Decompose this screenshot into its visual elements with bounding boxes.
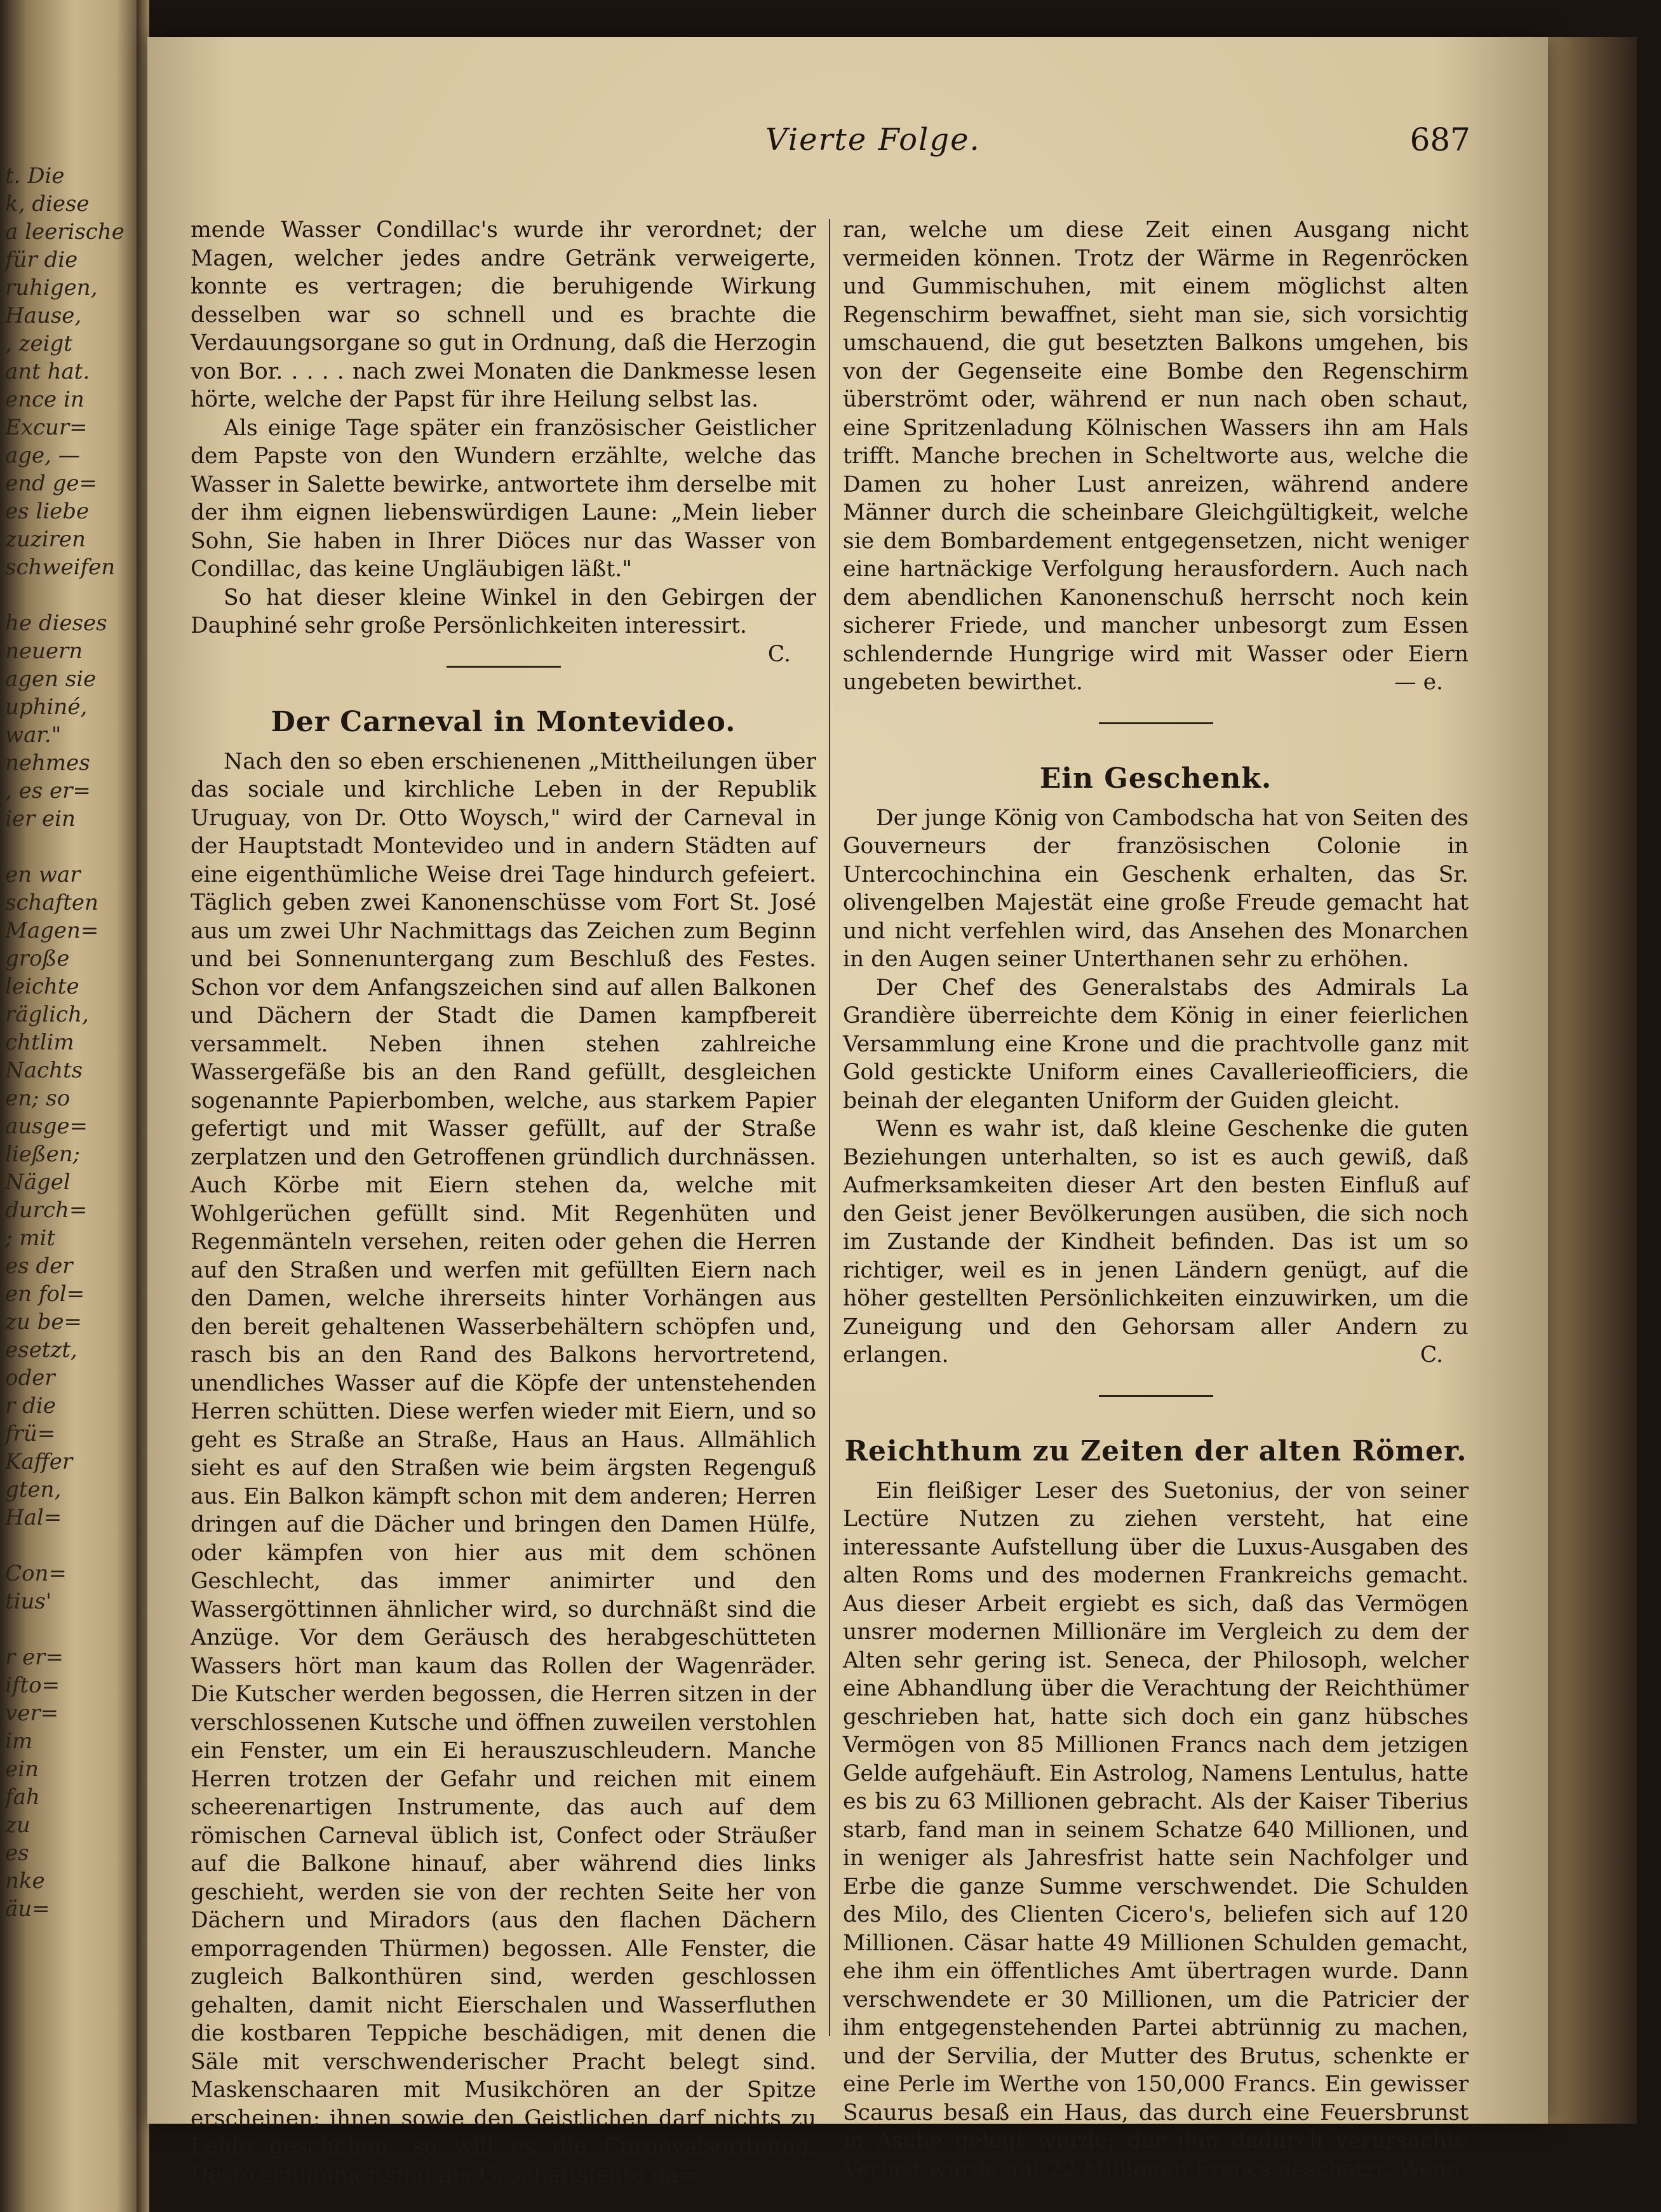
left-page-fragment: age, — <box>5 443 80 468</box>
left-page-fragment: a leerische <box>5 219 124 245</box>
left-page-fragment: en; so <box>5 1086 71 1111</box>
left-page-fragment: schweifen <box>5 555 116 580</box>
paragraph-text: ran, welche um diese Zeit einen Ausgang nicht vermeiden können. Trotz der Wärme in Regenröcken und Gummischuhen, mit einem möglichst alten Regenschirm bewaffnet, sieht man sie, sich vorsichtig umschauend, die gut besetzten Balkons umgehen, bis von der Gegenseite eine Bombe den Regenschirm überströmt oder, während er nun nach oben schaut, eine Spritzenladung Kölnischen Wassers ihn am Hals trifft. Manche brechen in Scheltworte aus, welche die Damen zu hoher Lust anreizen, während andere Männer durch die scheinbare Gleichgültigkeit, welche sie dem Bombardement entgegensetzen, nicht weniger eine hartnäckige Verfolgung herausfordern. Auch nach dem abendlichen Kanonenschuß herrscht noch kein sicherer Friede, und mancher unbesorgt zum Essen schlendernde Hungrige wird mit Wasser oder Eiern ungebeten bewirthet. <box>843 217 1469 695</box>
running-head: Vierte Folge. <box>765 122 981 158</box>
left-page-fragment: nke <box>5 1868 45 1894</box>
left-page-fragment: ließen; <box>5 1142 81 1167</box>
left-page-fragment: frü= <box>5 1421 56 1447</box>
left-page-fragment: Con= <box>5 1561 67 1586</box>
left-page-fragment: en war <box>5 862 81 887</box>
left-page-fragment: ence in <box>5 387 84 412</box>
paragraph: Als einige Tage später ein französischer Geistlicher dem Papste von den Wundern erzählte, welche das Wasser in Salette bewirke, antwortete ihm derselbe mit der ihm eignen liebenswürdigen Laune: „Mein lieber Sohn, Sie haben in Ihrer Diöces nur das Wasser von Condillac, das keine Ungläubigen läßt." <box>191 415 816 582</box>
left-page-fragment: Magen= <box>5 918 99 943</box>
left-page-fragment: nehmes <box>5 750 90 776</box>
page-header <box>765 118 1470 162</box>
left-page-fragment: zu be= <box>5 1309 82 1335</box>
left-page-fragment: fah <box>5 1784 40 1810</box>
article-heading: Reichthum zu Zeiten der alten Römer. <box>844 1434 1467 1467</box>
left-page-fragment: agen sie <box>5 666 97 692</box>
left-page-fragment: Excur= <box>5 415 88 440</box>
left-page-fragment: he dieses <box>5 610 107 636</box>
left-page-fragment: ein <box>5 1757 39 1782</box>
paragraph: mende Wasser Condillac's wurde ihr verordnet; der Magen, welcher jedes andre Getränk verweigerte, konnte es vertragen; die beruhigende Wirkung desselben war so schnell und es brachte die Verdauungsorgane so gut in Ordnung, daß die Herzogin von Bor. . . . . nach zwei Monaten die Dankmesse lesen hörte, welche der Papst für ihre Heilung selbst las. <box>191 217 816 412</box>
left-page-fragment: es der <box>5 1253 73 1279</box>
paragraph: Der junge König von Cambodscha hat von Seiten des Gouverneurs der französischen Colonie in Untercochinchina ein Geschenk erhalten, das Sr. olivengelben Majestät eine große Freude gemacht hat und nicht verfehlen wird, das Ansehen des Monarchen in den Augen seiner Unterthanen sehr zu erhöhen. <box>843 805 1469 972</box>
left-page-fragment: durch= <box>5 1197 88 1223</box>
left-page-fragment: end ge= <box>5 471 97 496</box>
left-page-edge <box>0 0 137 2212</box>
left-page-fragment: gten, <box>5 1477 62 1502</box>
left-page-fragment <box>5 1532 132 1560</box>
left-page-fragment: Kaffer <box>5 1449 73 1474</box>
left-page-fragment: Hause, <box>5 303 82 328</box>
left-page-fragment: oder <box>5 1365 55 1391</box>
left-page-fragment: zuziren <box>5 527 86 552</box>
left-page-fragment: uphiné, <box>5 694 88 720</box>
paragraph: Der Chef des Generalstabs des Admirals La Grandière überreichte dem König in einer feierlichen Versammlung eine Krone und die prachtvolle ganz mit Gold gestickte Uniform eines Cavallerieofficiers, die beinah der eleganten Uniform der Guiden gleicht. <box>843 974 1469 1114</box>
left-page-fragment: ausge= <box>5 1114 88 1139</box>
left-page-fragment: Nachts <box>5 1058 83 1083</box>
left-page-fragment: , zeigt <box>5 331 72 356</box>
left-page-fragment: leichte <box>5 974 79 999</box>
left-page-fragment: r er= <box>5 1645 64 1670</box>
left-page-fragment: r die <box>5 1393 56 1419</box>
left-page-fragment: ruhigen, <box>5 275 98 300</box>
paragraph-text: Wenn es wahr ist, daß kleine Geschenke die guten Beziehungen unterhalten, so ist es auch gewiß, daß Aufmerksamkeiten dieser Art den besten Einfluß auf den Geist jener Bevölkerungen ausüben, die sich noch im Zustande der Kindheit befinden. Das ist um so richtiger, weil es in jenen Ländern genügt, auf die höher gestellten Persönlichkeiten einzuwirken, um die Zuneigung und den Gehorsam aller Andern zu erlangen. <box>843 1116 1469 1368</box>
left-page-fragment <box>5 1615 132 1643</box>
left-page-fragment: es liebe <box>5 499 90 524</box>
paragraph: Ein fleißiger Leser des Suetonius, der von seiner Lectüre Nutzen zu ziehen versteht, hat eine interessante Aufstellung über die Luxus-Ausgaben des alten Roms und des modernen Frankreichs gemacht. Aus dieser Arbeit ergiebt es sich, daß das Vermögen unsrer modernen Millionäre im Vergleich zu dem der Alten sehr gering ist. Seneca, der Philosoph, welcher eine Abhandlung über die Verachtung der Reichthümer geschrieben hat, hatte sich doch ein ganz hübsches Vermögen von 85 Millionen Francs nach dem jetzigen Gelde aufgehäuft. Ein Astrolog, Namens Lentulus, hatte es bis zu 63 Millionen gebracht. Als der Kaiser Tiberius starb, fand man in seinem Schatze 640 Millionen, und in weniger als Jahresfrist hatte sein Nachfolger und Erbe die ganze Summe verschwendet. Die Schulden des Milo, des Clienten Cicero's, beliefen sich auf 120 Millionen. Cäsar hatte 49 Millionen Schulden gemacht, ehe ihm ein öffentliches Amt übertragen wurde. Dann verschwendete er 30 Millionen, um die Patricier der ihm entgegenstehenden Partei abtrünnig zu machen, und der Servilia, der Mutter des Brutus, schenkte er eine Perle im Werthe von 150,000 Francs. Ein gewisser Scaurus besaß ein Haus, das durch eine Feuersbrunst in Asche gelegt wurde; der ihm dadurch verursachte Verlust wurde auf 22 Millionen Francs geschätzt. Wenn <box>843 1478 1469 2182</box>
author-signature: C. <box>1420 1342 1443 1368</box>
left-page-fragment: äu= <box>5 1896 50 1922</box>
left-page-fragment: es <box>5 1840 29 1866</box>
page-number: 687 <box>1409 121 1470 158</box>
author-signature: — e. <box>1394 670 1443 695</box>
author-signature: C. <box>767 641 791 667</box>
left-page-fragment: im <box>5 1729 33 1754</box>
left-page-fragment: zu <box>5 1812 30 1838</box>
left-page-fragment <box>5 581 132 609</box>
left-page-fragment: Nägel <box>5 1170 71 1195</box>
left-page-fragment: ier ein <box>5 806 76 832</box>
article-heading: Der Carneval in Montevideo. <box>271 705 736 738</box>
left-page-fragment: ver= <box>5 1701 59 1726</box>
paragraph-text: So hat dieser kleine Winkel in den Gebirgen der Dauphiné sehr große Persönlichkeiten interessirt. <box>191 584 816 638</box>
article-heading: Ein Geschenk. <box>1039 762 1272 795</box>
left-page-fragment: en fol= <box>5 1281 85 1307</box>
left-page-fragment: neuern <box>5 638 83 664</box>
section-rule <box>1099 722 1213 724</box>
left-page-fragment: ant hat. <box>5 359 90 384</box>
left-page-fragment: chtlim <box>5 1030 74 1055</box>
right-column <box>843 216 1469 2183</box>
left-page-fragment: für die <box>5 247 78 273</box>
left-page-fragment: Hal= <box>5 1505 62 1530</box>
left-page-fragment: räglich, <box>5 1002 89 1027</box>
section-rule <box>447 666 561 668</box>
paragraph <box>843 1115 1469 1370</box>
left-page-fragment: ; mit <box>5 1225 56 1251</box>
left-page-fragment <box>5 833 132 861</box>
left-page-fragment: große <box>5 946 70 971</box>
left-page-fragment: war." <box>5 722 62 748</box>
left-page-fragment: ifto= <box>5 1673 60 1698</box>
paragraph <box>191 584 816 667</box>
left-column <box>191 216 816 2189</box>
left-page-fragments <box>5 162 132 1923</box>
section-rule <box>1099 1395 1213 1397</box>
column-divider <box>829 219 830 2036</box>
page-stack-edge <box>1548 37 1637 2124</box>
left-page-fragment: k, diese <box>5 191 90 217</box>
left-page-fragment: , es er= <box>5 778 91 804</box>
paragraph <box>843 216 1469 697</box>
left-page-fragment: tius' <box>5 1589 52 1614</box>
left-page-fragment: schaften <box>5 890 98 915</box>
left-page-fragment: t. Die <box>5 163 65 189</box>
paragraph: Nach den so eben erschienenen „Mittheilungen über das sociale und kirchliche Leben in der Republik Uruguay, von Dr. Otto Woysch," wird der Carneval in der Hauptstadt Montevideo und in andern Städten auf eine eigenthümliche Weise drei Tage hindurch gefeiert. Täglich geben zwei Kanonenschüsse vom Fort St. José aus um zwei Uhr Nachmittags das Zeichen zum Beginn und bei Sonnenuntergang zum Beschluß des Festes. Schon vor dem Anfangszeichen sind auf allen Balkonen und Dächern der Stadt die Damen kampfbereit versammelt. Neben ihnen stehen zahlreiche Wassergefäße bis an den Rand gefüllt, desgleichen sogenannte Papierbomben, welche, aus starkem Papier gefertigt und mit Wasser gefüllt, auf der Straße zerplatzen und den Getroffenen gründlich durchnässen. Auch Körbe mit Eiern stehen da, welche mit Wohlgerüchen gefüllt sind. Mit Regenhüten und Regenmänteln versehen, reiten oder gehen die Herren auf den Straßen und werfen mit gefüllten Eiern nach den Damen, welche ihrerseits hinter Vorhängen aus den bereit gehaltenen Wasserbehältern schöpfen und, rasch bis an den Rand des Balkons hervortretend, unendliches Wasser auf die Köpfe der untenstehenden Herren schütten. Diese werfen wieder mit Eiern, und so geht es Straße an Straße, Haus an Haus. Allmählich sieht es auf den Straßen wie beim ärgsten Regenguß aus. Ein Balkon kämpft schon mit dem anderen; Herren dringen auf die Dächer und bringen den Damen Hülfe, oder kämpfen von hier aus mit dem schönen Geschlecht, das immer animirter und den Wassergöttinnen ähnlicher wird, so durchnäßt sind die Anzüge. Vor dem Geräusch des herabgeschütteten Wassers hört man kaum das Rollen der Wagenräder. Die Kutscher werden begossen, die Herren sitzen in der verschlossenen Kutsche und öffnen zuweilen verstohlen ein Fenster, um ein Ei herauszuschleudern. Manche Herren trotzen der Gefahr und reichen mit einem scheerenartigen Instrumente, das auch auf dem römischen Carneval üblich ist, Confect oder Sträußer auf die Balkone hinauf, aber während dies links geschieht, werden sie von der rechten Seite her von Dächern und Miradors (aus den flachen Dächern emporragenden Thürmen) begossen. Alle Fenster, die zugleich Balkonthüren sind, werden geschlossen gehalten, damit nicht Eierschalen und Wasserfluthen die kostbaren Teppiche beschädigen, mit denen die Säle mit verschwenderischer Pracht belegt sind. Maskenschaaren mit Musikchören an der Spitze erscheinen; ihnen sowie den Geistlichen darf nichts zu Leide geschehen, so will es die Carnevalsordnung. Desto schlimmer sind die Geschäftsleute da= <box>191 748 816 2188</box>
left-page-fragment: esetzt, <box>5 1337 77 1363</box>
